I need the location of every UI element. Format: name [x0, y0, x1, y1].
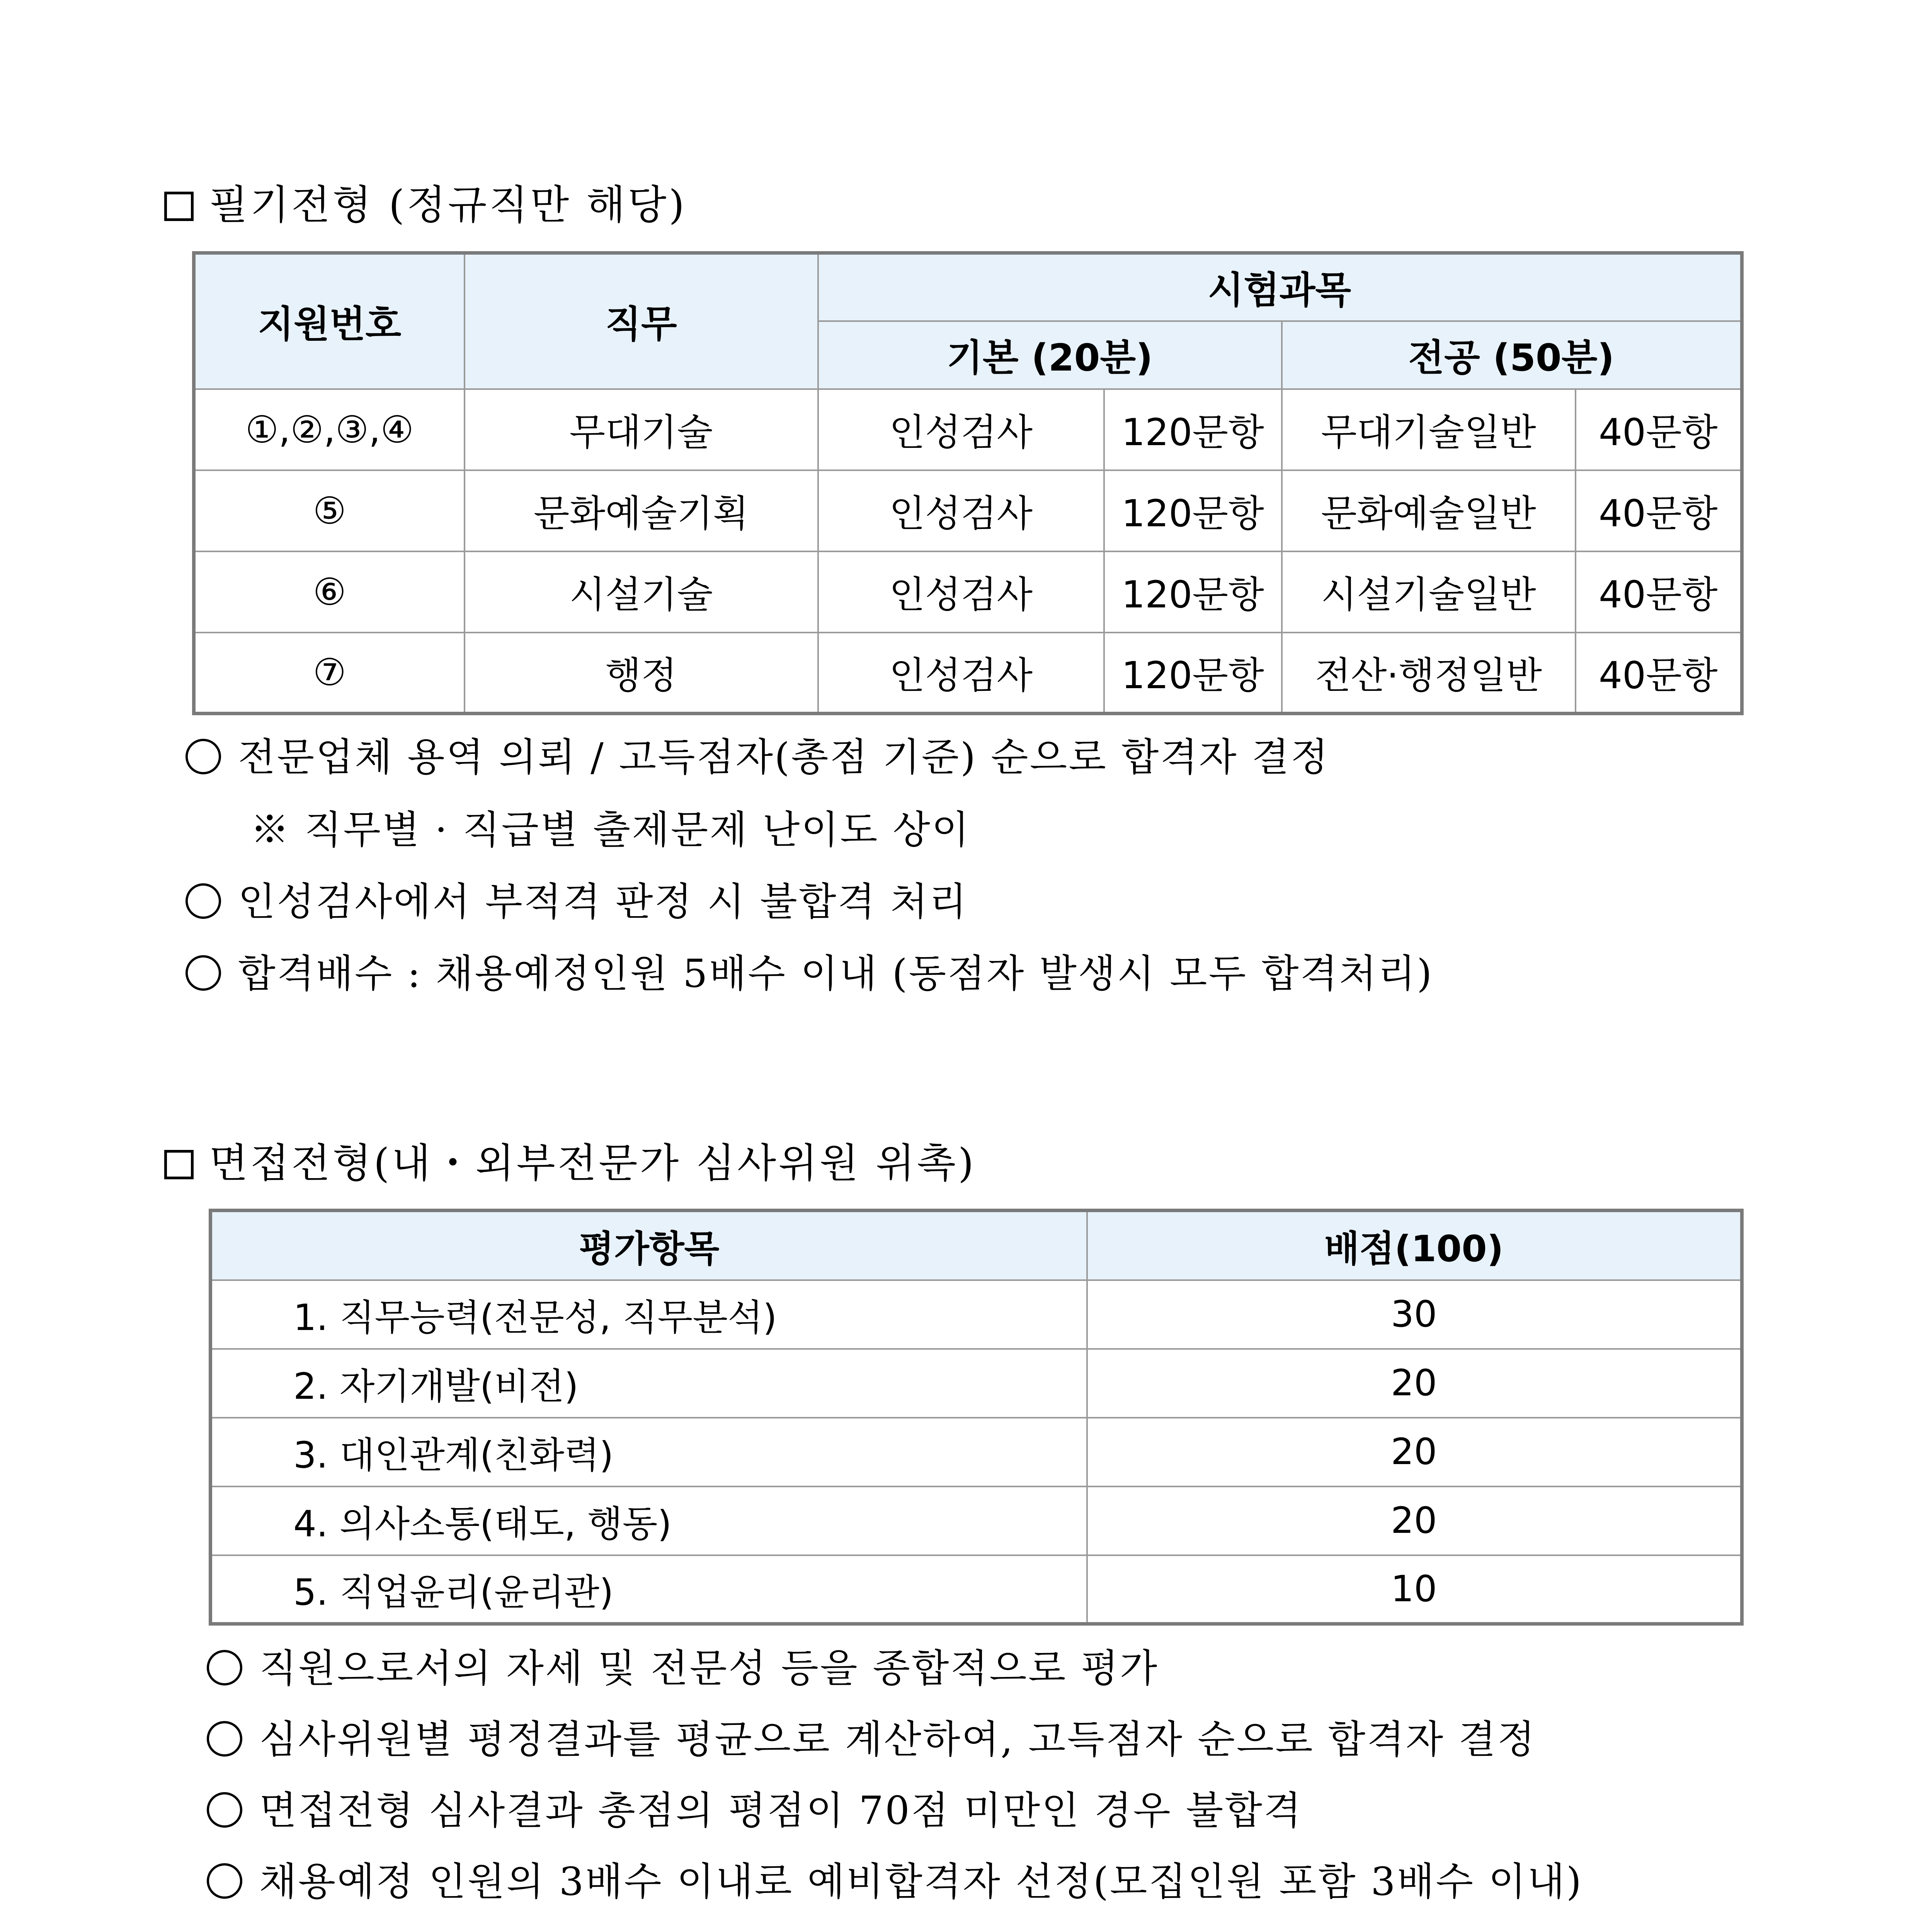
interview-note-4 — [207, 1859, 1583, 1904]
score-cell: 10 — [1087, 1555, 1742, 1624]
applicant-no-cell: ⑦ — [194, 633, 465, 714]
interview-table — [209, 1209, 1744, 1626]
score-cell: 20 — [1087, 1418, 1742, 1486]
evaluation-item-cell: 4. 의사소통(태도, 행동) — [211, 1486, 1087, 1555]
table-row — [211, 1555, 1742, 1624]
score-cell: 20 — [1087, 1349, 1742, 1418]
table-row — [194, 551, 1742, 633]
basic-count-cell: 120문항 — [1104, 633, 1282, 714]
header-basic: 기본 (20분) — [818, 321, 1282, 389]
table-row — [194, 470, 1742, 551]
interview-note-4-text: 채용예정 인원의 3배수 이내로 예비합격자 선정(모집인원 포함 3배수 이내) — [259, 1859, 1583, 1904]
major-subject-cell: 문화예술일반 — [1282, 470, 1576, 551]
job-cell: 무대기술 — [465, 389, 818, 470]
job-cell: 문화예술기획 — [465, 470, 818, 551]
interview-note-3-text: 면접전형 심사결과 총점의 평점이 70점 미만인 경우 불합격 — [259, 1788, 1303, 1833]
table-row — [211, 1349, 1742, 1418]
circle-bullet-icon — [207, 1721, 242, 1757]
written-exam-title-text: 필기전형 (정규직만 해당) — [209, 181, 687, 228]
written-note-3 — [185, 879, 968, 924]
written-note-1 — [185, 735, 1330, 780]
written-note-1-text: 전문업체 용역 의뢰 / 고득점자(총점 기준) 순으로 합격자 결정 — [238, 735, 1330, 780]
major-subject-cell: 전산·행정일반 — [1282, 633, 1576, 714]
score-cell: 30 — [1087, 1280, 1742, 1349]
basic-count-cell: 120문항 — [1104, 389, 1282, 470]
written-exam-table — [192, 251, 1744, 715]
written-note-4-text: 합격배수 : 채용예정인원 5배수 이내 (동점자 발생시 모두 합격처리) — [238, 951, 1434, 996]
circle-bullet-icon — [207, 1863, 242, 1899]
header-evaluation-item: 평가항목 — [211, 1211, 1087, 1280]
interview-note-1 — [207, 1646, 1159, 1691]
job-cell: 행정 — [465, 633, 818, 714]
interview-note-2-text: 심사위원별 평정결과를 평균으로 계산하여, 고득점자 순으로 합격자 결정 — [259, 1717, 1537, 1762]
basic-subject-cell: 인성검사 — [818, 470, 1104, 551]
written-note-2-text: ※ 직무별 · 직급별 출제문제 난이도 상이 — [250, 807, 971, 852]
major-count-cell: 40문항 — [1576, 389, 1742, 470]
applicant-no-cell: ⑥ — [194, 551, 465, 633]
major-subject-cell: 시설기술일반 — [1282, 551, 1576, 633]
basic-count-cell: 120문항 — [1104, 551, 1282, 633]
evaluation-item-cell: 2. 자기개발(비전) — [211, 1349, 1087, 1418]
circle-bullet-icon — [185, 883, 221, 919]
major-count-cell: 40문항 — [1576, 551, 1742, 633]
table-row — [211, 1486, 1742, 1555]
score-cell: 20 — [1087, 1486, 1742, 1555]
header-score: 배점(100) — [1087, 1211, 1742, 1280]
interview-note-1-text: 직원으로서의 자세 및 전문성 등을 종합적으로 평가 — [259, 1646, 1159, 1691]
interview-note-2 — [207, 1717, 1537, 1762]
written-note-4 — [185, 951, 1434, 996]
interview-title-text: 면접전형(내・외부전문가 심사위원 위촉) — [209, 1139, 976, 1187]
basic-subject-cell: 인성검사 — [818, 389, 1104, 470]
evaluation-item-cell: 5. 직업윤리(윤리관) — [211, 1555, 1087, 1624]
header-subjects: 시험과목 — [818, 253, 1742, 321]
written-note-2 — [250, 807, 971, 852]
circle-bullet-icon — [185, 955, 221, 991]
major-count-cell: 40문항 — [1576, 470, 1742, 551]
interview-title — [164, 1139, 976, 1187]
evaluation-item-cell: 1. 직무능력(전문성, 직무분석) — [211, 1280, 1087, 1349]
major-count-cell: 40문항 — [1576, 633, 1742, 714]
basic-count-cell: 120문항 — [1104, 470, 1282, 551]
circle-bullet-icon — [207, 1792, 242, 1828]
table-row — [194, 389, 1742, 470]
table-row — [211, 1280, 1742, 1349]
checkbox-square-icon — [164, 1150, 194, 1179]
evaluation-item-cell: 3. 대인관계(친화력) — [211, 1418, 1087, 1486]
written-note-3-text: 인성검사에서 부적격 판정 시 불합격 처리 — [238, 879, 968, 924]
header-major: 전공 (50분) — [1282, 321, 1742, 389]
basic-subject-cell: 인성검사 — [818, 551, 1104, 633]
basic-subject-cell: 인성검사 — [818, 633, 1104, 714]
table-row — [194, 633, 1742, 714]
header-job: 직무 — [465, 253, 818, 389]
job-cell: 시설기술 — [465, 551, 818, 633]
interview-note-3 — [207, 1788, 1303, 1833]
applicant-no-cell: ①,②,③,④ — [194, 389, 465, 470]
circle-bullet-icon — [185, 739, 221, 774]
written-exam-title — [164, 181, 687, 228]
applicant-no-cell: ⑤ — [194, 470, 465, 551]
circle-bullet-icon — [207, 1650, 242, 1685]
major-subject-cell: 무대기술일반 — [1282, 389, 1576, 470]
table-row — [211, 1418, 1742, 1486]
checkbox-square-icon — [164, 192, 194, 221]
header-applicant-no: 지원번호 — [194, 253, 465, 389]
